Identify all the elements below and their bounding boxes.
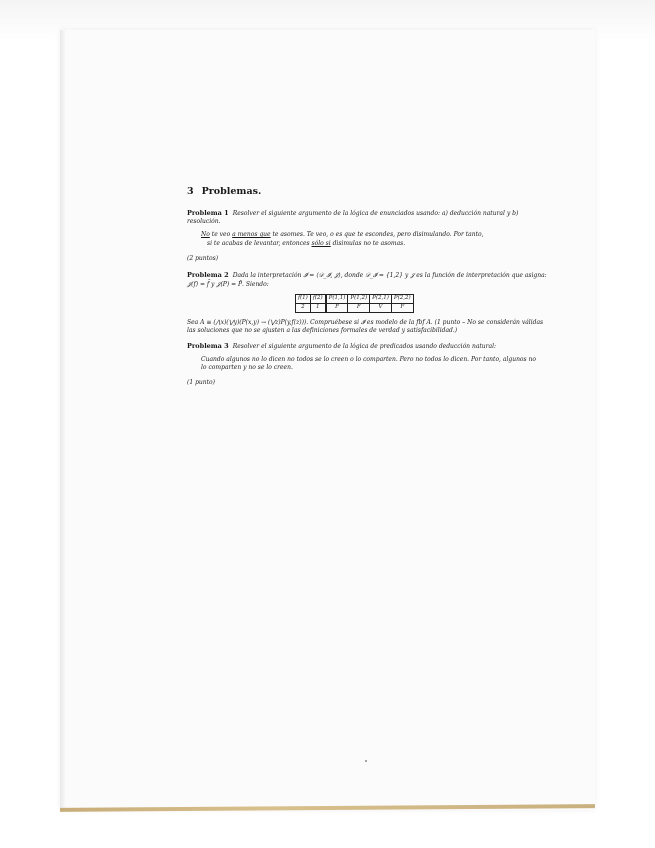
section-heading [187, 185, 552, 199]
problem-2-label: Problema 2 [187, 271, 229, 280]
table-header-cell: P̄(2,1) [370, 294, 392, 303]
problem-1-label: Problema 1 [187, 208, 229, 217]
interpretation-table [295, 294, 414, 313]
table-header-cell: P̄(1,2) [348, 294, 370, 303]
argument-text: te veo [209, 231, 233, 239]
table-header-cell: f̄(1) [296, 294, 311, 303]
problem-3-argument: Cuando algunos no lo dicen no todos se lo creen o lo comparten. Pero no todos lo dicen. Por tanto, algunos no lo comparten y no se lo creen. [201, 355, 537, 372]
document-body [187, 185, 552, 396]
table-value-cell: 2 [296, 303, 311, 312]
argument-text: te asomes. Te veo, o es que te escondes, pero disimulando. Por tanto, [270, 231, 484, 239]
underlined-a-menos-que: a menos que [232, 231, 271, 239]
problem-3 [187, 342, 552, 352]
problem-1-statement: Resolver el siguiente argumento de la lógica de enunciados usando: a) deducción natural y b) resolución. [187, 209, 519, 226]
problem-3-statement: Resolver el siguiente argumento de la lógica de predicados usando deducción natural: [232, 342, 497, 350]
page-left-edge [60, 30, 66, 810]
problem-1-argument-line-2 [201, 240, 541, 249]
problem-2-formula: Sea A ≡ (⋀x)(⋁y)(P(x,y) → (⋁z)P(y,f(z))). Compruébese si 𝓘 es modelo de la fbf A. (1 punto – No se considerán válidas las soluciones que no se ajusten a las definiciones formales de verdad y satisfacibilidad.) [187, 318, 544, 335]
problem-1-argument [201, 231, 541, 248]
problem-2 [187, 271, 552, 289]
table-value-cell: F [326, 303, 348, 312]
underlined-no: No [201, 231, 210, 239]
scan-speck [365, 760, 367, 762]
argument-text: si te acabas de levantar, entonces [207, 239, 312, 247]
scanned-page [60, 30, 595, 810]
table-header-cell: P̄(1,1) [326, 294, 348, 303]
table-value-row [296, 303, 414, 312]
problem-1-argument-line-1 [201, 231, 541, 240]
table-header-cell: P̄(2,2) [391, 294, 413, 303]
section-number: 3 [187, 186, 194, 197]
table-header-row [296, 294, 414, 303]
table-header-cell: f̄(2) [310, 294, 325, 303]
table-value-cell: F [348, 303, 370, 312]
argument-text: disimulas no te asomas. [330, 239, 406, 247]
problem-1-points: (2 puntos) [187, 254, 219, 262]
table-value-cell: 1 [310, 303, 325, 312]
underlined-solo-si: sólo si [311, 239, 331, 247]
table-value-cell: F [391, 303, 413, 312]
problem-2-statement: Dada la interpretación 𝓘 = ⟨𝒟_𝓘, 𝒥⟩, donde 𝒟_𝓘 = {1,2} y 𝒥 es la función de interpretación que asigna: 𝒥(f) = f̄ y 𝒥(P) = P̄. Siendo: [187, 272, 547, 288]
section-title: Problemas. [201, 186, 262, 197]
problem-3-points: (1 punto) [187, 378, 215, 386]
problem-1 [187, 209, 552, 227]
table-value-cell: V [370, 303, 392, 312]
problem-3-label: Problema 3 [187, 341, 229, 350]
